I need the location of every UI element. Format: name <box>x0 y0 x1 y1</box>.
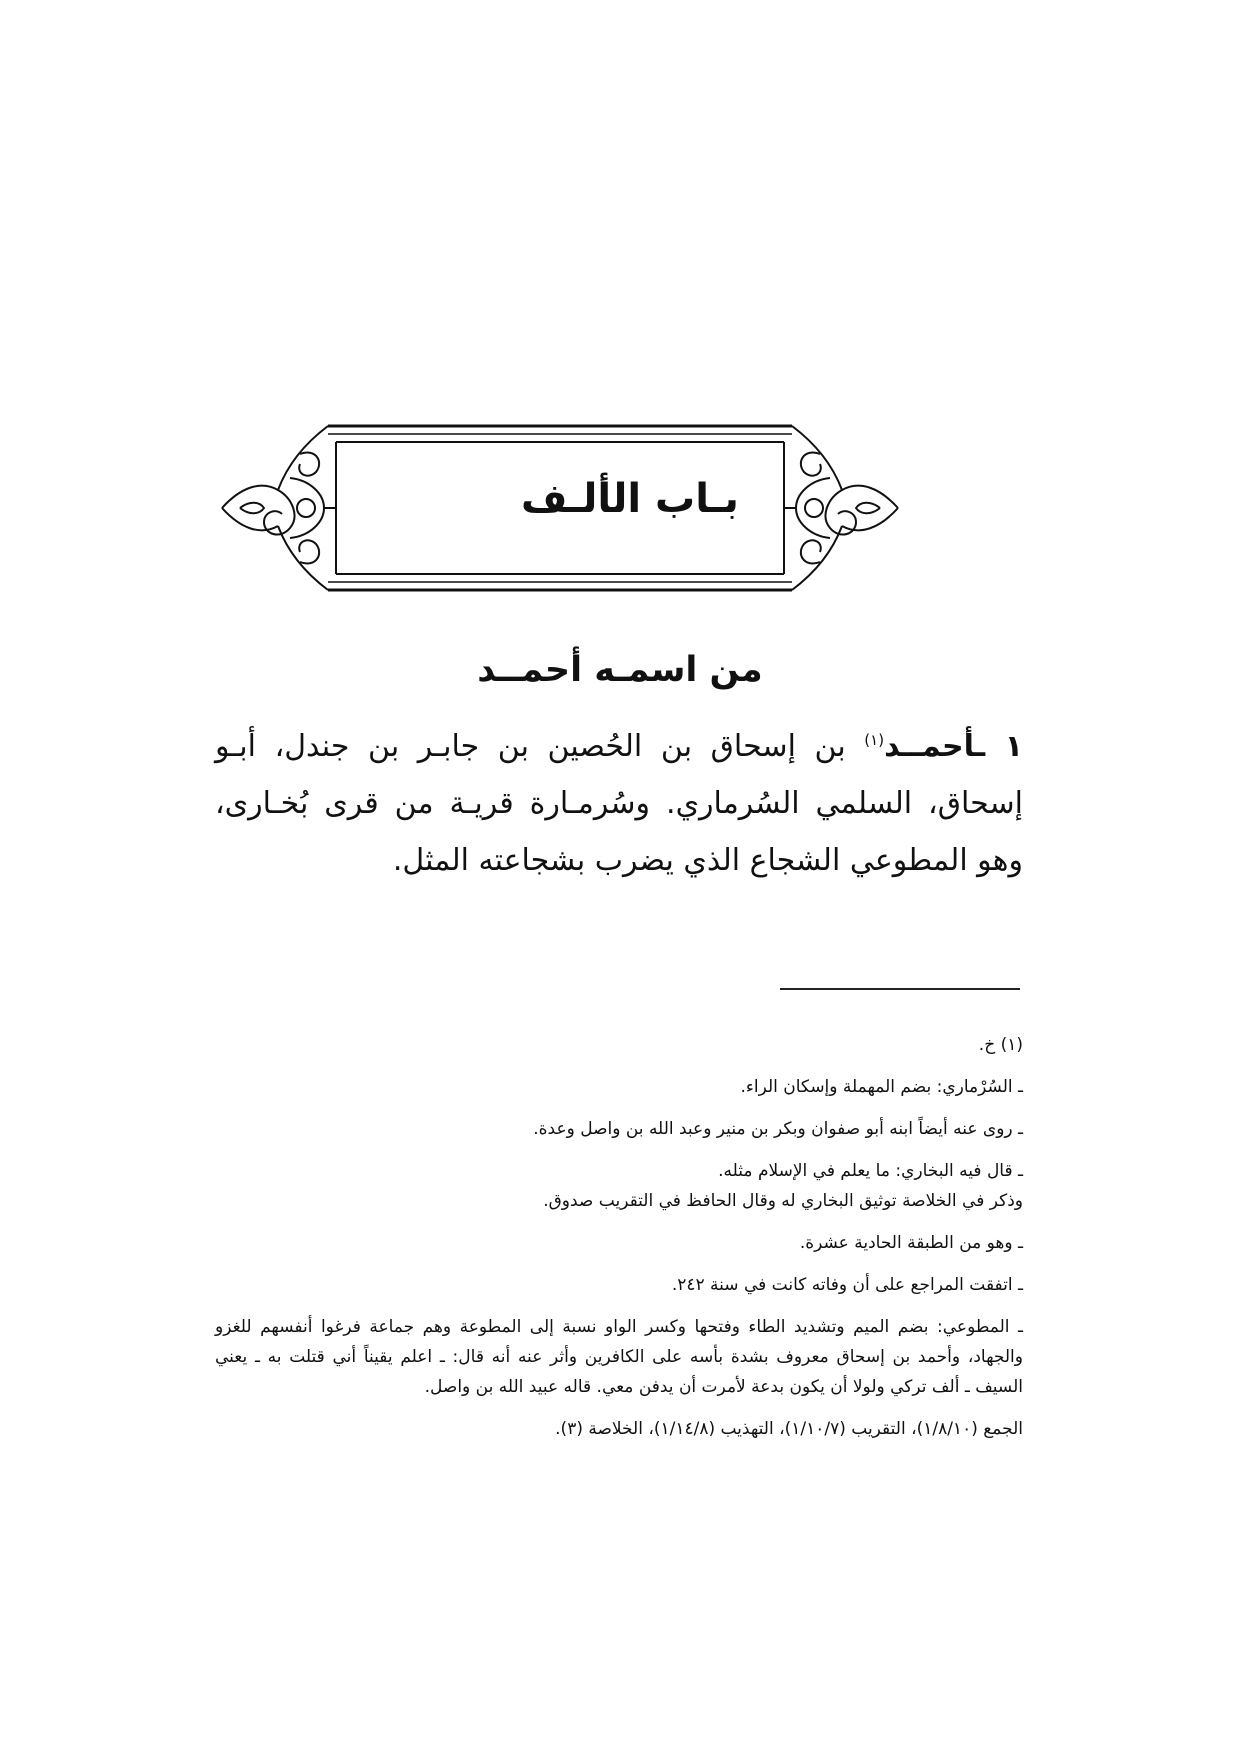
entry-paragraph <box>215 712 1023 889</box>
footnote-line: ـ وهو من الطبقة الحادية عشرة. <box>799 1233 1023 1253</box>
footnotes <box>215 1030 1023 1444</box>
footnote-line: وذكر في الخلاصة توثيق البخاري له وقال الحافظ في التقريب صدوق. <box>543 1191 1023 1211</box>
footnote-line: ـ قال فيه البخاري: ما يعلم في الإسلام مثله. <box>718 1161 1023 1181</box>
entry-text: بن إسحاق بن الحُصين بن جابـر بن جندل، أبـو إسحاق، السلمي السُرماري. وسُرمـارة قريـة من قرى بُخـارى، وهو المطوعي الشجاع الذي يضرب بشجاعته المثل. <box>215 729 1023 878</box>
section-heading: من اسمـه أحمــد <box>477 650 763 690</box>
footnote-line: ـ اتفقت المراجع على أن وفاته كانت في سنة ٢٤٢. <box>671 1275 1023 1295</box>
footnote-reference[interactable]: (١) <box>864 731 885 749</box>
chapter-title: بـاب الألـف <box>521 476 739 522</box>
footnote-marker: (١) خ. <box>978 1035 1023 1055</box>
chapter-banner <box>220 418 1040 598</box>
footnote-line: ـ السُرْماري: بضم المهملة وإسكان الراء. <box>740 1077 1023 1097</box>
footnote-line: ـ روى عنه أيضاً ابنه أبو صفوان وبكر بن منير وعبد الله بن واصل وعدة. <box>533 1119 1023 1139</box>
footnote-divider <box>780 988 1020 990</box>
entry-number: ١ ـ <box>974 729 1023 764</box>
entry-name: أحمــد <box>884 729 975 764</box>
footnote-mutawwi-note: ـ المطوعي: بضم الميم وتشديد الطاء وفتحها وكسر الواو نسبة إلى المطوعة وهم جماعة فرغوا أنفسهم للغزو والجهاد، وأحمد بن إسحاق معروف بشدة بأسه على الكافرين وأثر عنه أنه قال: ـ اعلم يقيناً أني قتلت به ـ يعني السيف ـ ألف تركي ولولا أن يكون بدعة لأمرت أن يدفن معي. قاله عبيد الله بن واصل. <box>215 1317 1023 1397</box>
footnote-references: الجمع (١/٨/١٠)، التقريب (١/١٠/٧)، التهذيب (١/١٤/٨)، الخلاصة (٣). <box>555 1419 1023 1439</box>
